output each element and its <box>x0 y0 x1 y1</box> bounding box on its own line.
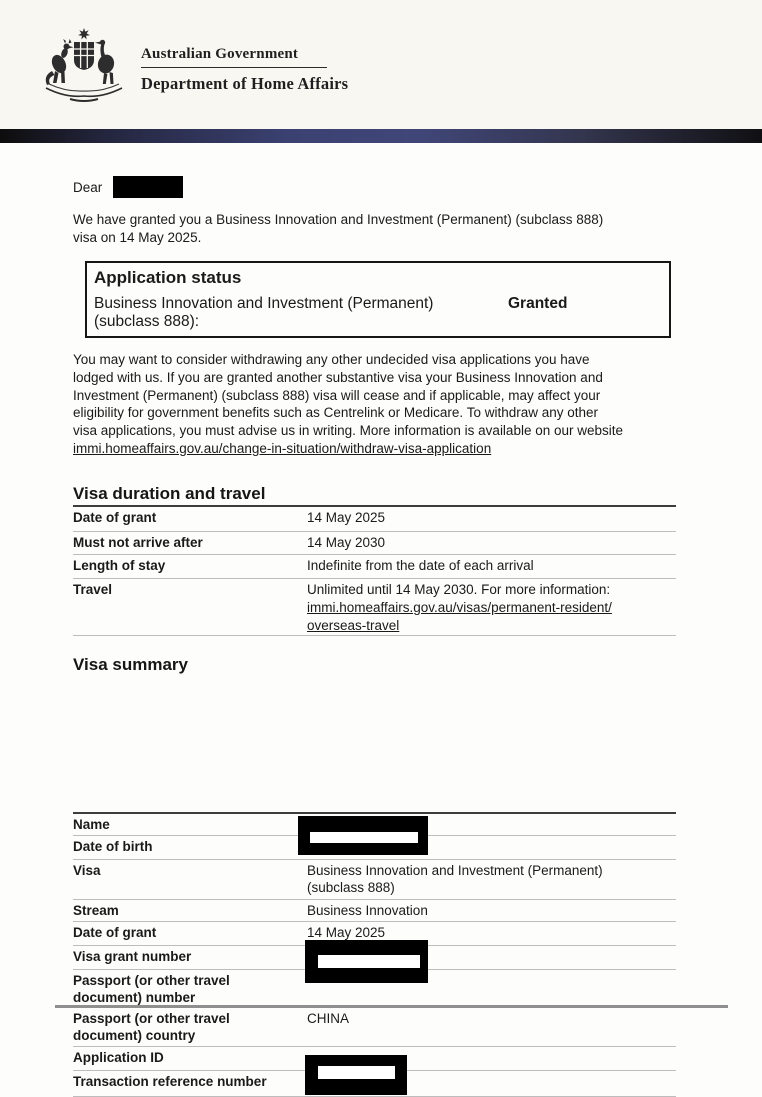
application-status-visa-name: Business Innovation and Investment (Permanent) <box>94 295 434 312</box>
government-title: Australian Government <box>141 46 299 62</box>
salutation: Dear <box>73 180 103 195</box>
withdraw-visa-link[interactable]: immi.homeaffairs.gov.au/change-in-situation/withdraw-visa-application <box>73 440 492 456</box>
row-value: CHINA <box>307 1011 350 1026</box>
table-row <box>73 1007 676 1046</box>
text-line: eligibility for government benefits such as Centrelink or Medicare. To withdraw any other <box>73 405 599 421</box>
name-dob-redaction <box>298 816 428 855</box>
redaction-window <box>318 955 420 968</box>
intro-paragraph <box>73 211 603 247</box>
table-row <box>73 578 676 635</box>
row-value: 14 May 2025 <box>307 510 386 525</box>
visa-duration-heading: Visa duration and travel <box>73 484 266 503</box>
application-status-subclass: (subclass 888): <box>94 313 200 330</box>
status-badge: Granted <box>508 295 568 312</box>
row-label: Date of birth <box>73 839 153 854</box>
travel-info-text: Unlimited until 14 May 2030. For more information: <box>307 582 611 597</box>
text-line: You may want to consider withdrawing any other undecided visa applications you have <box>73 352 590 367</box>
table-row <box>73 859 676 899</box>
text-line: lodged with us. If you are granted another substantive visa your Business Innovation and <box>73 369 603 385</box>
header-divider <box>141 67 327 68</box>
row-label: Date of grant <box>73 510 157 525</box>
row-label: Transaction reference number <box>73 1074 267 1089</box>
overseas-travel-link-line2[interactable]: overseas-travel <box>307 618 400 634</box>
visa-summary-heading: Visa summary <box>73 655 188 674</box>
row-label: Travel <box>73 582 113 597</box>
application-id-trn-redaction <box>305 1055 407 1095</box>
withdraw-notice-text <box>73 351 623 440</box>
withdraw-notice <box>73 351 623 458</box>
row-label: Name <box>73 817 110 832</box>
table-row <box>73 507 676 531</box>
table-row <box>73 531 676 554</box>
text-line: visa on 14 May 2025. <box>73 229 202 245</box>
footer-divider <box>55 1005 728 1008</box>
row-value <box>307 863 676 899</box>
row-label: Passport (or other travel document) number <box>73 973 230 1005</box>
application-status-title: Application status <box>94 268 242 287</box>
visa-summary-table <box>73 812 676 1097</box>
row-value <box>307 582 676 635</box>
row-label: Stream <box>73 903 119 918</box>
row-value: 14 May 2030 <box>307 535 386 550</box>
visa-grant-passport-redaction <box>305 940 428 983</box>
visa-name-line1: Business Innovation and Investment (Permanent) <box>307 863 603 878</box>
overseas-travel-link-line1[interactable]: immi.homeaffairs.gov.au/visas/permanent-resident/ <box>307 599 612 615</box>
redaction-window <box>310 832 418 843</box>
redaction-window <box>318 1066 395 1079</box>
text-line: Investment (Permanent) (subclass 888) visa will cease and if applicable, may affect your <box>73 387 601 403</box>
row-label: Date of grant <box>73 925 157 940</box>
row-label: Must not arrive after <box>73 535 203 550</box>
row-label: Application ID <box>73 1050 164 1065</box>
visa-name-line2: (subclass 888) <box>307 879 395 895</box>
table-row <box>73 899 676 921</box>
text-line: We have granted you a Business Innovation and Investment (Permanent) (subclass 888) <box>73 212 604 227</box>
application-status-box <box>85 261 671 338</box>
row-label: Visa grant number <box>73 949 192 964</box>
row-label: Passport (or other travel document) country <box>73 1011 230 1043</box>
row-value: 14 May 2025 <box>307 925 386 940</box>
row-label: Length of stay <box>73 558 166 573</box>
row-value: Business Innovation <box>307 903 428 918</box>
top-bar <box>0 129 762 143</box>
department-title: Department of Home Affairs <box>141 74 349 93</box>
table-row <box>73 554 676 578</box>
row-value: Indefinite from the date of each arrival <box>307 558 534 573</box>
row-label: Visa <box>73 863 101 878</box>
recipient-name-redaction <box>113 176 183 198</box>
text-line: visa applications, you must advise us in writing. More information is available on our website <box>73 423 624 439</box>
australian-coat-of-arms-icon <box>38 26 130 102</box>
visa-duration-table <box>73 505 676 636</box>
